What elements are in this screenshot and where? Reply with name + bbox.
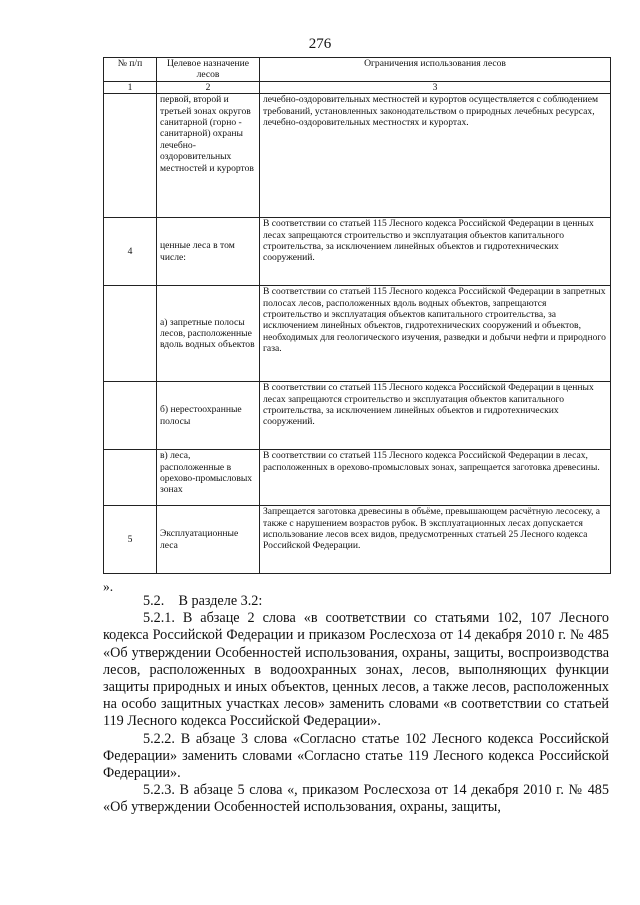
row-number: 4 bbox=[104, 218, 157, 286]
table-row bbox=[104, 286, 611, 382]
row-number bbox=[104, 94, 157, 218]
row-purpose: б) нерестоохранные полосы bbox=[157, 382, 260, 450]
header-cell-purpose: Целевое назначение лесов bbox=[157, 58, 260, 82]
table-row bbox=[104, 450, 611, 506]
row-purpose: ценные леса в том числе: bbox=[157, 218, 260, 286]
column-number-2: 2 bbox=[157, 81, 260, 93]
column-number-1: 1 bbox=[104, 81, 157, 93]
table-row bbox=[104, 218, 611, 286]
row-number bbox=[104, 286, 157, 382]
row-restriction: В соответствии со статьей 115 Лесного кодекса Российской Федерации в запретных полосах лесов, расположенных вдоль водных объектов, запрещаются строительство и эксплуатация объектов капитального строительства, за исключением линейных объектов, гидротехнических сооружений и объектов, необходимых для геологического изучения, разведки и добычи нефти и природного газа. bbox=[260, 286, 611, 382]
row-restriction: В соответствии со статьей 115 Лесного кодекса Российской Федерации в ценных лесах запрещаются строительство и эксплуатация объектов капитального строительства, за исключением линейных объектов и гидротехнических сооружений. bbox=[260, 218, 611, 286]
paragraph: 5.2.3. В абзаце 5 слова «, приказом Рослесхоза от 14 декабря 2010 г. № 485 «Об утверждении Особенностей использования, охраны, защиты, bbox=[103, 782, 609, 816]
column-number-row bbox=[104, 81, 611, 93]
section-heading: 5.2. В разделе 3.2: bbox=[143, 593, 263, 609]
paragraph: 5.2.2. В абзаце 3 слова «Согласно статье 102 Лесного кодекса Российской Федерации» заменить словами «Согласно статье 119 Лесного кодекса Российской Федерации». bbox=[103, 730, 609, 782]
header-cell-restrictions: Ограничения использования лесов bbox=[260, 58, 611, 82]
row-number bbox=[104, 382, 157, 450]
column-number-3: 3 bbox=[260, 81, 611, 93]
forest-restrictions-table bbox=[103, 57, 611, 574]
table-row bbox=[104, 506, 611, 574]
row-purpose: а) запретные полосы лесов, расположенные вдоль водных объектов bbox=[157, 286, 260, 382]
table-header-row bbox=[104, 58, 611, 82]
row-purpose: в) леса, расположенные в орехово-промысловых зонах bbox=[157, 450, 260, 506]
row-purpose: первой, второй и третьей зонах округов санитарной (горно - санитарной) охраны лечебно-оздоровительных местностей и курортов bbox=[157, 94, 260, 218]
row-number: 5 bbox=[104, 506, 157, 574]
row-number bbox=[104, 450, 157, 506]
row-restriction: Запрещается заготовка древесины в объёме, превышающем расчётную лесосеку, а также с нарушением возрастов рубок. В эксплуатационных лесах допускается использование лесов всех видов, предусмотренных статьей 25 Лесного кодекса Российской Федерации. bbox=[260, 506, 611, 574]
paragraph: 5.2.1. В абзаце 2 слова «в соответствии со статьями 102, 107 Лесного кодекса Российской Федерации и приказом Рослесхоза от 14 декабря 2010 г. № 485 «Об утверждении Особенностей использования, охраны, защиты, воспроизводства лесов, расположенных в водоохранных зонах, лесов, выполняющих функции защиты природных и иных объектов, ценных лесов, а также лесов, расположенных на особо защитных участках лесов» заменить словами «в соответствии со статьей 119 Лесного кодекса Российской Федерации». bbox=[103, 610, 609, 730]
row-restriction: В соответствии со статьей 115 Лесного кодекса Российской Федерации в лесах, расположенных в орехово-промысловых зонах, запрещается заготовка древесины. bbox=[260, 450, 611, 506]
closing-quote: ». bbox=[103, 579, 114, 594]
table-row bbox=[104, 94, 611, 218]
row-restriction: лечебно-оздоровительных местностей и курортов осуществляется с соблюдением требований, установленных законодательством о природных лечебных ресурсах, лечебно-оздоровительных местностях и курортах. bbox=[260, 94, 611, 218]
row-restriction: В соответствии со статьей 115 Лесного кодекса Российской Федерации в ценных лесах запрещаются строительство и эксплуатация объектов капитального строительства, за исключением линейных объектов и гидротехнических сооружений. bbox=[260, 382, 611, 450]
page-number: 276 bbox=[308, 36, 332, 52]
table-row bbox=[104, 382, 611, 450]
header-cell-number: № п/п bbox=[104, 58, 157, 82]
row-purpose: Эксплуатационные леса bbox=[157, 506, 260, 574]
document-body bbox=[103, 593, 609, 817]
